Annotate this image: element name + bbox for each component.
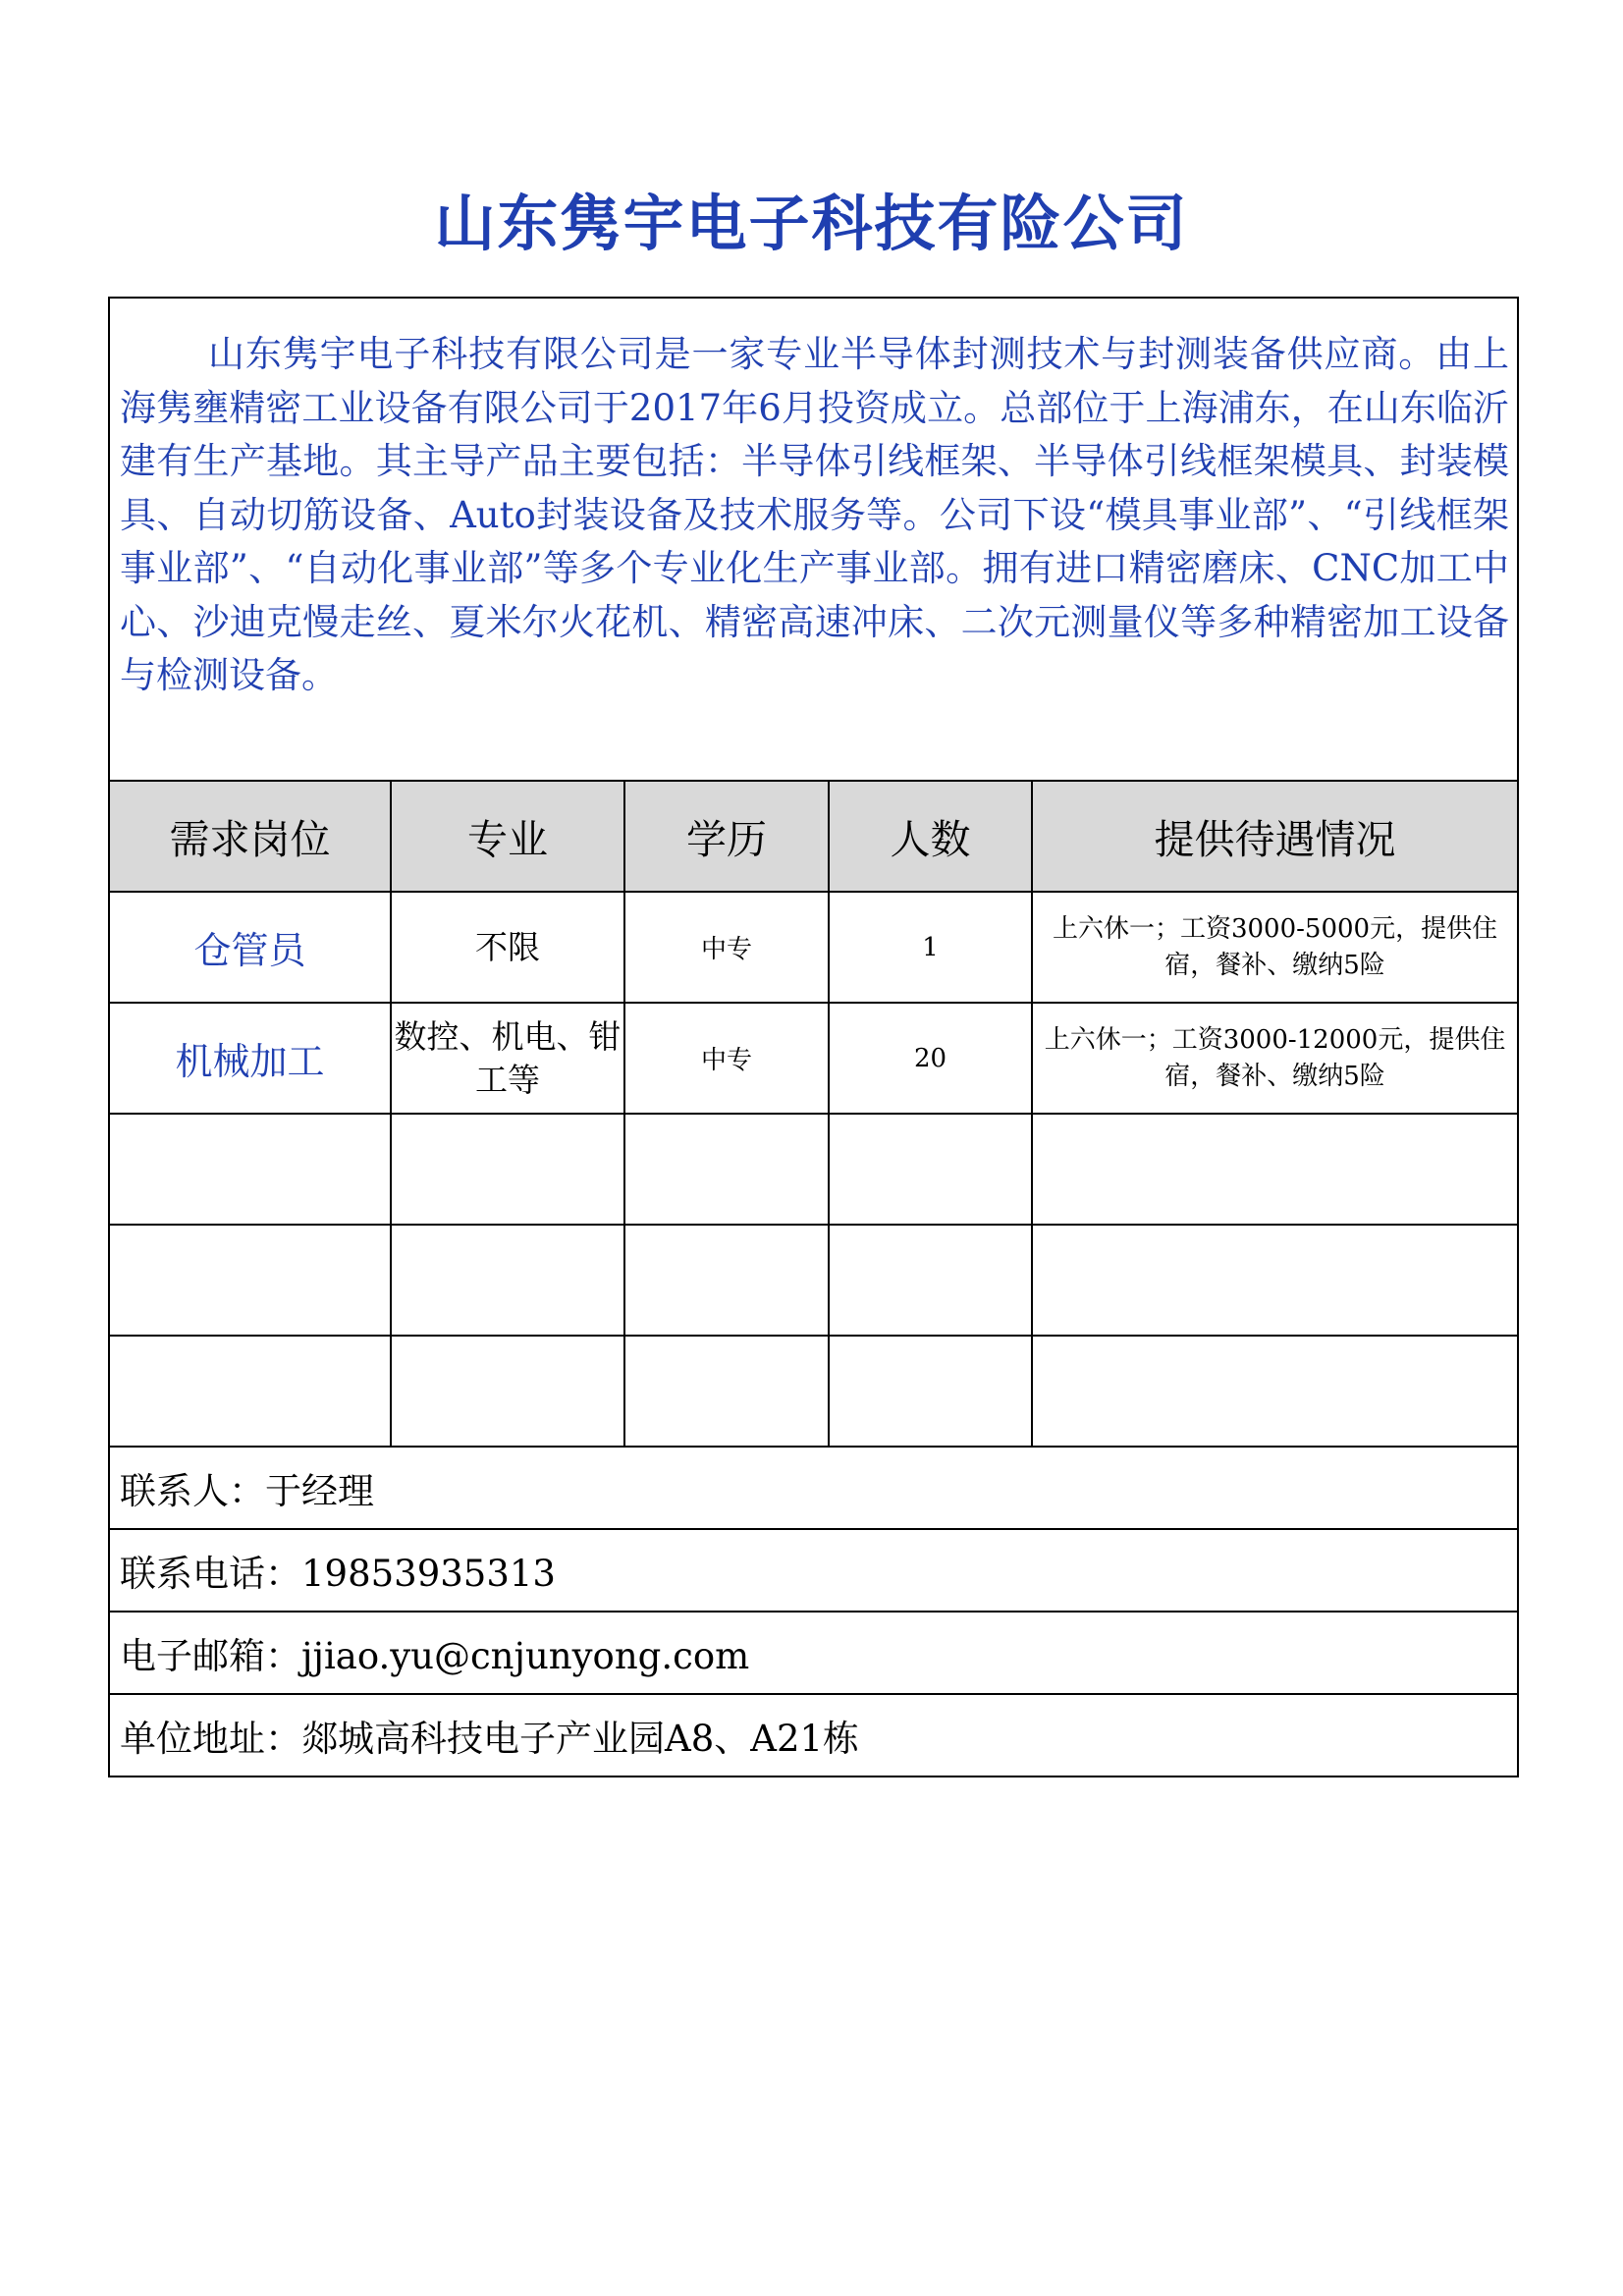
empty-cell <box>109 1225 391 1336</box>
education-cell: 中专 <box>624 1003 829 1114</box>
empty-cell <box>829 1336 1032 1447</box>
table-header-row <box>109 781 1518 892</box>
company-intro-cell <box>109 298 1518 781</box>
table-row <box>109 892 1518 1003</box>
major-cell: 不限 <box>391 892 624 1003</box>
empty-cell <box>391 1114 624 1225</box>
contact-address-row <box>109 1694 1518 1777</box>
header-position: 需求岗位 <box>109 781 391 892</box>
empty-cell <box>829 1225 1032 1336</box>
company-intro: 山东隽宇电子科技有限公司是一家专业半导体封测技术与封测装备供应商。由上海隽壅精密工业设备有限公司于2017年6月投资成立。总部位于上海浦东，在山东临沂建有生产基地。其主导产品主要包括：半导体引线框架、半导体引线框架模具、封装模具、自动切筋设备、Auto封装设备及技术服务等。公司下设“模具事业部”、“引线框架事业部”、“自动化事业部”等多个专业化生产事业部。拥有进口精密磨床、CNC加工中心、沙迪克慢走丝、夏米尔火花机、精密高速冲床、二次元测量仪等多种精密加工设备与检测设备。 <box>120 333 1510 696</box>
contact-phone-row <box>109 1529 1518 1612</box>
empty-row <box>109 1225 1518 1336</box>
empty-cell <box>1032 1114 1518 1225</box>
contact-email-row <box>109 1612 1518 1694</box>
table-row <box>109 1003 1518 1114</box>
empty-cell <box>829 1114 1032 1225</box>
benefits-cell: 上六休一；工资3000-5000元，提供住宿，餐补、缴纳5险 <box>1032 892 1518 1003</box>
empty-cell <box>391 1225 624 1336</box>
recruitment-table <box>108 297 1519 1777</box>
contact-person-row <box>109 1447 1518 1529</box>
count-cell: 20 <box>829 1003 1032 1114</box>
header-education: 学历 <box>624 781 829 892</box>
contact-phone: 联系电话：19853935313 <box>109 1529 1518 1612</box>
header-count: 人数 <box>829 781 1032 892</box>
contact-person: 联系人：于经理 <box>109 1447 1518 1529</box>
major-cell: 数控、机电、钳工等 <box>391 1003 624 1114</box>
empty-cell <box>109 1336 391 1447</box>
position-cell: 机械加工 <box>109 1003 391 1114</box>
empty-cell <box>391 1336 624 1447</box>
empty-cell <box>624 1336 829 1447</box>
header-major: 专业 <box>391 781 624 892</box>
empty-cell <box>109 1114 391 1225</box>
empty-row <box>109 1114 1518 1225</box>
contact-email: 电子邮箱：jjiao.yu@cnjunyong.com <box>109 1612 1518 1694</box>
empty-cell <box>624 1225 829 1336</box>
company-title: 山东隽宇电子科技有险公司 <box>434 188 1189 259</box>
position-cell: 仓管员 <box>109 892 391 1003</box>
benefits-cell: 上六休一；工资3000-12000元，提供住宿，餐补、缴纳5险 <box>1032 1003 1518 1114</box>
empty-row <box>109 1336 1518 1447</box>
empty-cell <box>1032 1336 1518 1447</box>
contact-address: 单位地址：郯城高科技电子产业园A8、A21栋 <box>109 1694 1518 1777</box>
empty-cell <box>1032 1225 1518 1336</box>
header-benefits: 提供待遇情况 <box>1032 781 1518 892</box>
education-cell: 中专 <box>624 892 829 1003</box>
empty-cell <box>624 1114 829 1225</box>
count-cell: 1 <box>829 892 1032 1003</box>
